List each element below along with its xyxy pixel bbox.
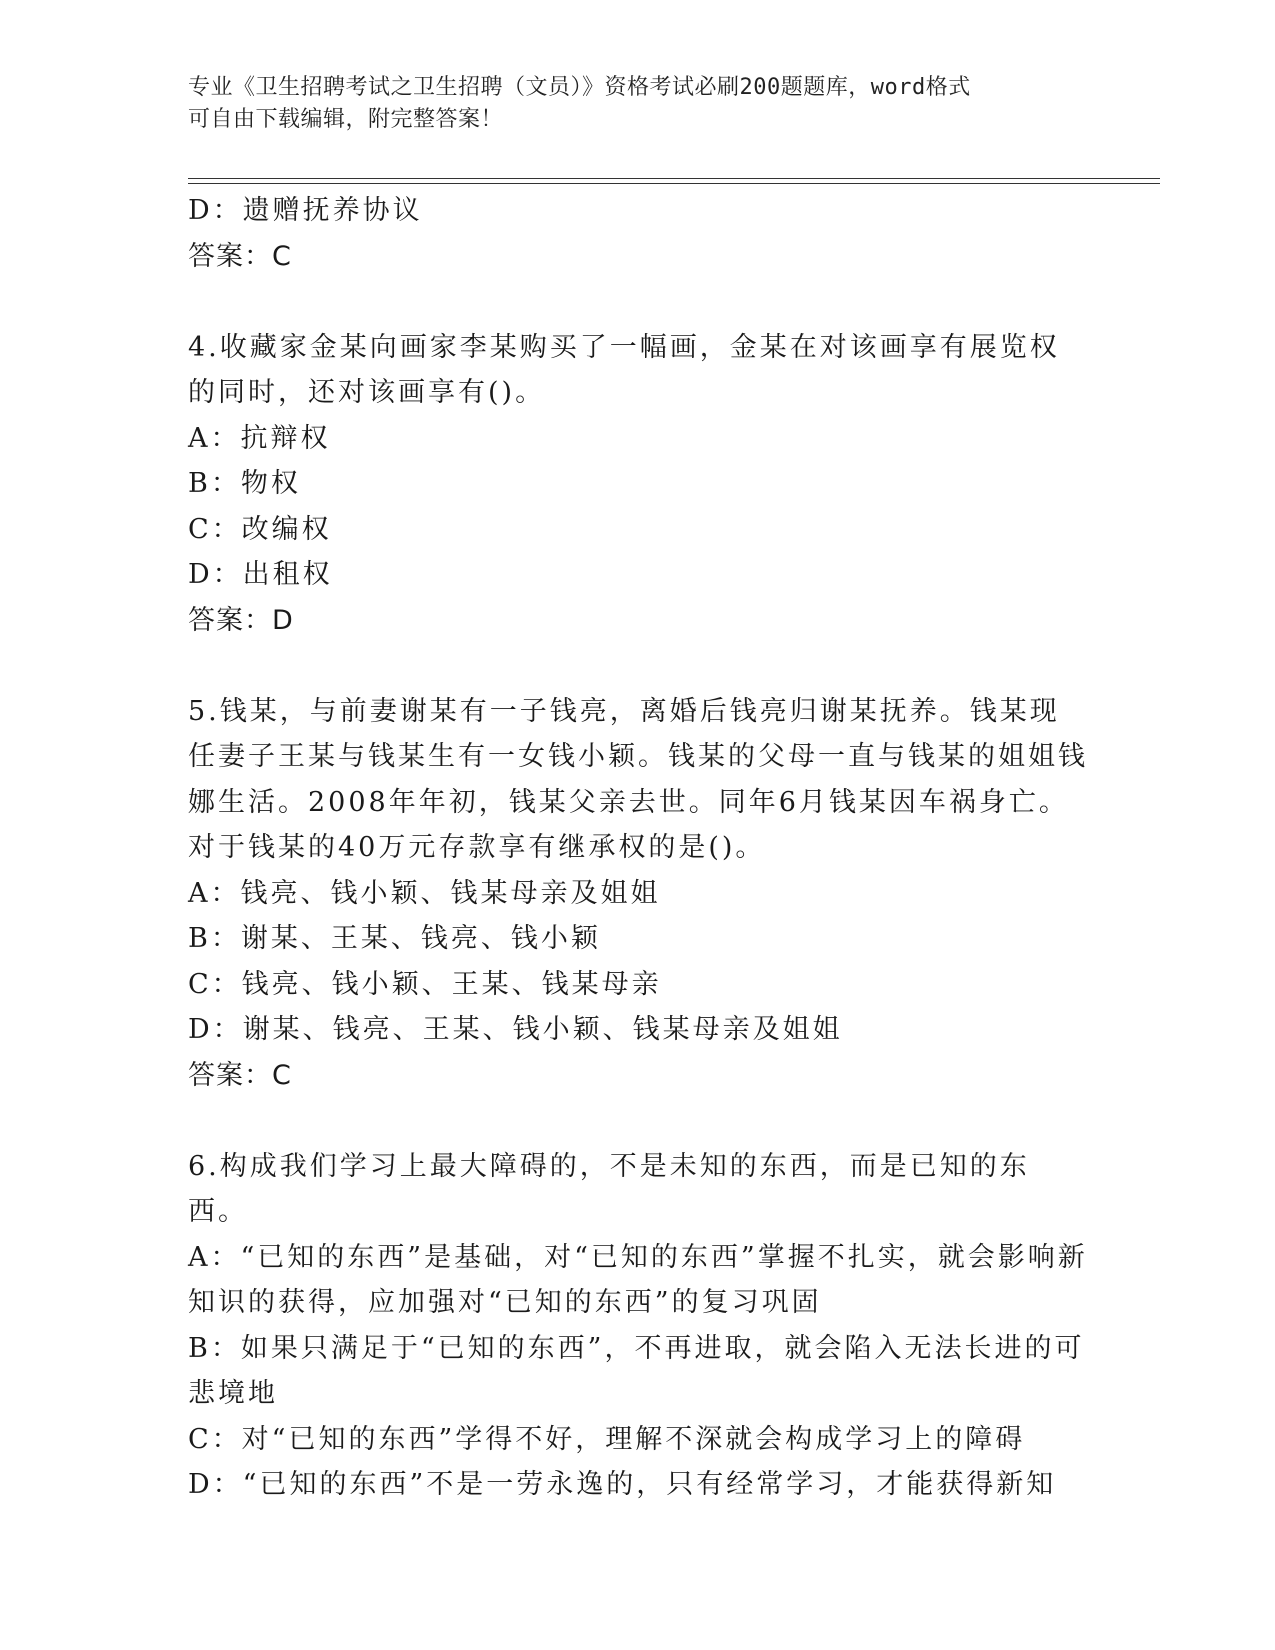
q6-stem: 6.构成我们学习上最大障碍的，不是未知的东西，而是已知的东西。	[188, 1150, 1030, 1227]
document-body	[188, 188, 1088, 1508]
header-line-1: 专业《卫生招聘考试之卫生招聘（文员）》资格考试必刷200题题库，word格式	[188, 75, 971, 100]
q5-option-b: B：谢某、王某、钱亮、钱小颖	[188, 923, 601, 954]
spacer	[188, 643, 1088, 689]
spacer	[188, 279, 1088, 325]
q4-option-a: A：抗辩权	[188, 422, 331, 454]
q5-option-d: D：谢某、钱亮、王某、钱小颖、钱某母亲及姐姐	[188, 1014, 843, 1045]
q4-option-d: D：出租权	[188, 559, 333, 590]
q6-option-b: B：如果只满足于“已知的东西”，不再进取，就会陷入无法长进的可悲境地	[188, 1332, 1085, 1409]
q5-stem: 5.钱某，与前妻谢某有一子钱亮，离婚后钱亮归谢某抚养。钱某现任妻子王某与钱某生有一女钱小颖。钱某的父母一直与钱某的姐姐钱娜生活。2008年年初，钱某父亲去世。同年6月钱某因车祸身亡。对于钱某的40万元存款享有继承权的是()。	[188, 695, 1088, 863]
q4-option-b: B：物权	[188, 468, 301, 499]
document-header	[188, 72, 1068, 136]
q6-option-c: C：对“已知的东西”学得不好，理解不深就会构成学习上的障碍	[188, 1423, 1026, 1455]
spacer	[188, 1098, 1088, 1144]
q5-option-c: C：钱亮、钱小颖、王某、钱某母亲	[188, 968, 662, 1000]
header-rule-bottom	[188, 183, 1160, 184]
q4-answer: 答案：D	[188, 604, 294, 636]
q3-option-d: D：遗赠抚养协议	[188, 195, 423, 226]
q6-option-a: A：“已知的东西”是基础，对“已知的东西”掌握不扎实，就会影响新知识的获得，应加强对“已知的东西”的复习巩固	[188, 1241, 1088, 1318]
q5-answer: 答案：C	[188, 1059, 292, 1091]
q4-option-c: C：改编权	[188, 513, 332, 545]
q5-option-a: A：钱亮、钱小颖、钱某母亲及姐姐	[188, 877, 661, 909]
q4-stem: 4.收藏家金某向画家李某购买了一幅画，金某在对该画享有展览权的同时，还对该画享有()。	[188, 331, 1060, 408]
header-line-2: 可自由下载编辑，附完整答案！	[188, 107, 504, 132]
q6-option-d: D：“已知的东西”不是一劳永逸的，只有经常学习，才能获得新知	[188, 1469, 1057, 1500]
header-rule-top	[188, 178, 1160, 179]
q3-answer: 答案：C	[188, 240, 292, 272]
